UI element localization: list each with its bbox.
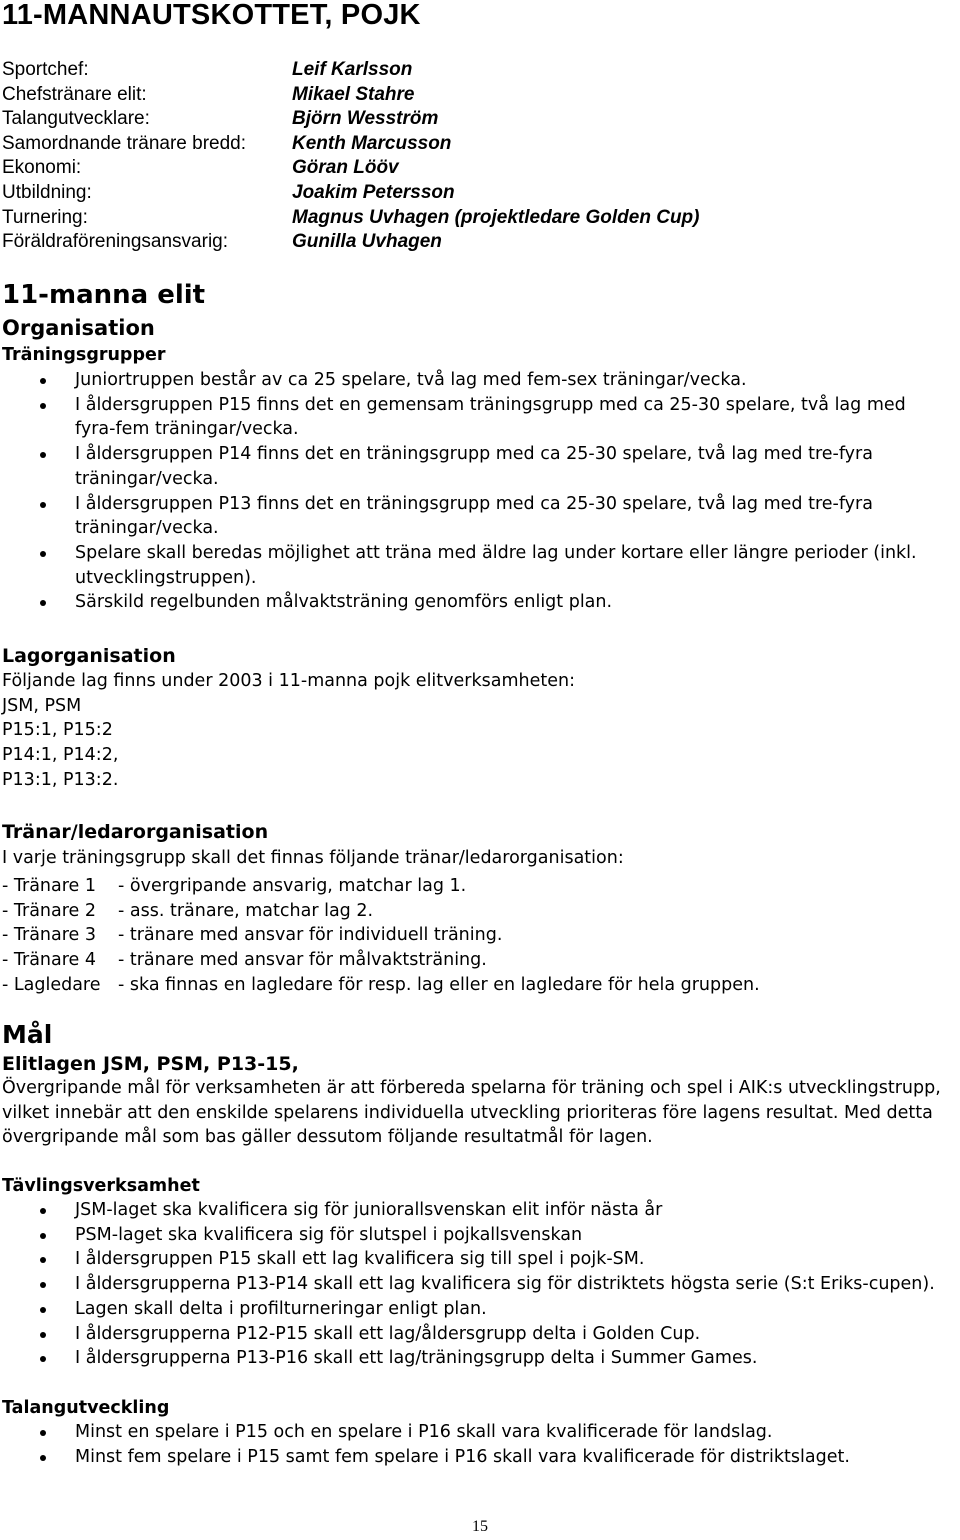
- traningsgrupp-item: I åldersgruppen P13 finns det en träningsgrupp med ca 25-30 spelare, två lag med tre-fyra träningar/vecka.: [0, 492, 950, 541]
- staff-name: Mikael Stahre: [292, 83, 415, 105]
- traningsgrupp-item: Särskild regelbunden målvaktsträning genomförs enligt plan.: [0, 590, 950, 615]
- staff-row: [2, 132, 902, 157]
- tavling-item: JSM-laget ska kvalificera sig för juniorallsvenskan elit inför nästa år: [0, 1198, 950, 1223]
- tranar-row: [2, 948, 760, 973]
- traningsgrupp-item: I åldersgruppen P14 finns det en träningsgrupp med ca 25-30 spelare, två lag med tre-fyra träningar/vecka.: [0, 442, 950, 491]
- tranar-row: [2, 923, 760, 948]
- staff-role: Föräldraföreningsansvarig:: [2, 231, 229, 253]
- page-number: 15: [472, 1518, 488, 1535]
- tavling-item: I åldersgrupperna P13-P16 skall ett lag/träningsgrupp delta i Summer Games.: [0, 1346, 950, 1371]
- staff-role: Samordnande tränare bredd:: [2, 132, 246, 154]
- tranar-role: - Tränare 4: [2, 950, 97, 971]
- tavling-item: Lagen skall delta i profilturneringar enligt plan.: [0, 1297, 950, 1322]
- tranar-description: - tränare med ansvar för individuell träning.: [118, 925, 503, 946]
- staff-role: Chefstränare elit:: [2, 83, 147, 105]
- staff-name: Magnus Uvhagen (projektledare Golden Cup): [292, 206, 700, 228]
- talang-item: Minst fem spelare i P15 samt fem spelare i P16 skall vara kvalificerade för distriktslaget.: [0, 1445, 950, 1470]
- staff-name: Joakim Petersson: [292, 181, 455, 203]
- tranar-role: - Tränare 3: [2, 925, 97, 946]
- staff-role: Ekonomi:: [2, 157, 82, 179]
- staff-name: Gunilla Uvhagen: [292, 231, 442, 253]
- heading-tranar-ledarorganisation: Tränar/ledarorganisation: [2, 821, 269, 843]
- tranar-description: - övergripande ansvarig, matchar lag 1.: [118, 876, 467, 896]
- staff-role: Utbildning:: [2, 181, 92, 203]
- traningsgrupp-item: Spelare skall beredas möjlighet att träna med äldre lag under kortare eller längre perioder (inkl. utvecklingstruppen).: [0, 541, 950, 590]
- heading-mal: Mål: [2, 1020, 53, 1049]
- heading-talangutveckling: Talangutveckling: [2, 1398, 170, 1418]
- staff-row: [2, 206, 902, 231]
- traningsgrupp-item: I åldersgruppen P15 finns det en gemensam träningsgrupp med ca 25-30 spelare, två lag med fyra-fem träningar/vecka.: [0, 393, 950, 442]
- tranar-description: - tränare med ansvar för målvaktsträning.: [118, 950, 487, 971]
- heading-organisation: Organisation: [2, 316, 155, 340]
- heading-traningsgrupper: Träningsgrupper: [2, 345, 166, 365]
- heading-lagorganisation: Lagorganisation: [2, 645, 176, 667]
- tranar-row: [2, 973, 760, 998]
- tranar-roles: [2, 874, 760, 998]
- document-title: 11-MANNAUTSKOTTET, POJK: [2, 0, 421, 31]
- staff-row: [2, 107, 902, 132]
- tavling-item: PSM-laget ska kvalificera sig för slutspel i pojkallsvenskan: [0, 1223, 950, 1248]
- lagorganisation-line: P13:1, P13:2.: [2, 769, 119, 790]
- tranar-row: [2, 874, 760, 899]
- staff-list: [2, 58, 902, 255]
- lagorganisation-line: JSM, PSM: [2, 695, 82, 716]
- staff-name: Björn Wesström: [292, 108, 439, 130]
- section-heading-elit: 11-manna elit: [2, 280, 206, 310]
- traningsgrupp-item: Juniortruppen består av ca 25 spelare, två lag med fem-sex träningar/vecka.: [0, 368, 950, 393]
- staff-role: Talangutvecklare:: [2, 108, 150, 130]
- staff-role: Sportchef:: [2, 59, 89, 80]
- staff-name: Göran Lööv: [292, 157, 399, 179]
- talang-list: [0, 1420, 950, 1469]
- staff-row: [2, 83, 902, 108]
- lagorganisation-line: P15:1, P15:2: [2, 720, 113, 741]
- tavling-item: I åldersgrupperna P13-P14 skall ett lag kvalificera sig för distriktets högsta serie (S:t Eriks-cupen).: [0, 1272, 950, 1297]
- staff-row: [2, 156, 902, 181]
- staff-row: [2, 58, 902, 83]
- staff-name: Kenth Marcusson: [292, 132, 452, 154]
- mal-paragraph: Övergripande mål för verksamheten är att förbereda spelarna för träning och spel i AIK:s utvecklingstrupp, vilket innebär att den enskilde spelarens individuella utveckling prioriteras före lagens resultat. Med detta övergripande mål som bas gäller dessutom följande resultatmål för lagen.: [2, 1078, 941, 1148]
- staff-name: Leif Karlsson: [292, 59, 413, 80]
- staff-row: [2, 181, 902, 206]
- staff-role: Turnering:: [2, 206, 88, 228]
- traningsgrupper-list: [0, 368, 950, 615]
- tranar-role: - Tränare 1: [2, 876, 97, 896]
- lagorganisation-block: [2, 669, 575, 793]
- tranar-role: - Lagledare: [2, 974, 101, 995]
- tranar-description: - ass. tränare, matchar lag 2.: [118, 900, 374, 921]
- tranar-description: - ska finnas en lagledare för resp. lag eller en lagledare för hela gruppen.: [118, 974, 760, 995]
- tavling-item: I åldersgruppen P15 skall ett lag kvalificera sig till spel i pojk-SM.: [0, 1247, 950, 1272]
- staff-row: [2, 230, 902, 255]
- lagorganisation-line: Följande lag finns under 2003 i 11-manna pojk elitverksamheten:: [2, 671, 575, 691]
- heading-elitlagen: Elitlagen JSM, PSM, P13-15,: [2, 1053, 299, 1075]
- tranar-row: [2, 899, 760, 924]
- tranar-role: - Tränare 2: [2, 900, 97, 921]
- tranar-intro: I varje träningsgrupp skall det finnas följande tränar/ledarorganisation:: [2, 848, 624, 868]
- tavling-list: [0, 1198, 950, 1371]
- heading-tavlingsverksamhet: Tävlingsverksamhet: [2, 1176, 200, 1196]
- tavling-item: I åldersgrupperna P12-P15 skall ett lag/åldersgrupp delta i Golden Cup.: [0, 1322, 950, 1347]
- lagorganisation-line: P14:1, P14:2,: [2, 745, 119, 766]
- talang-item: Minst en spelare i P15 och en spelare i P16 skall vara kvalificerade för landslag.: [0, 1420, 950, 1445]
